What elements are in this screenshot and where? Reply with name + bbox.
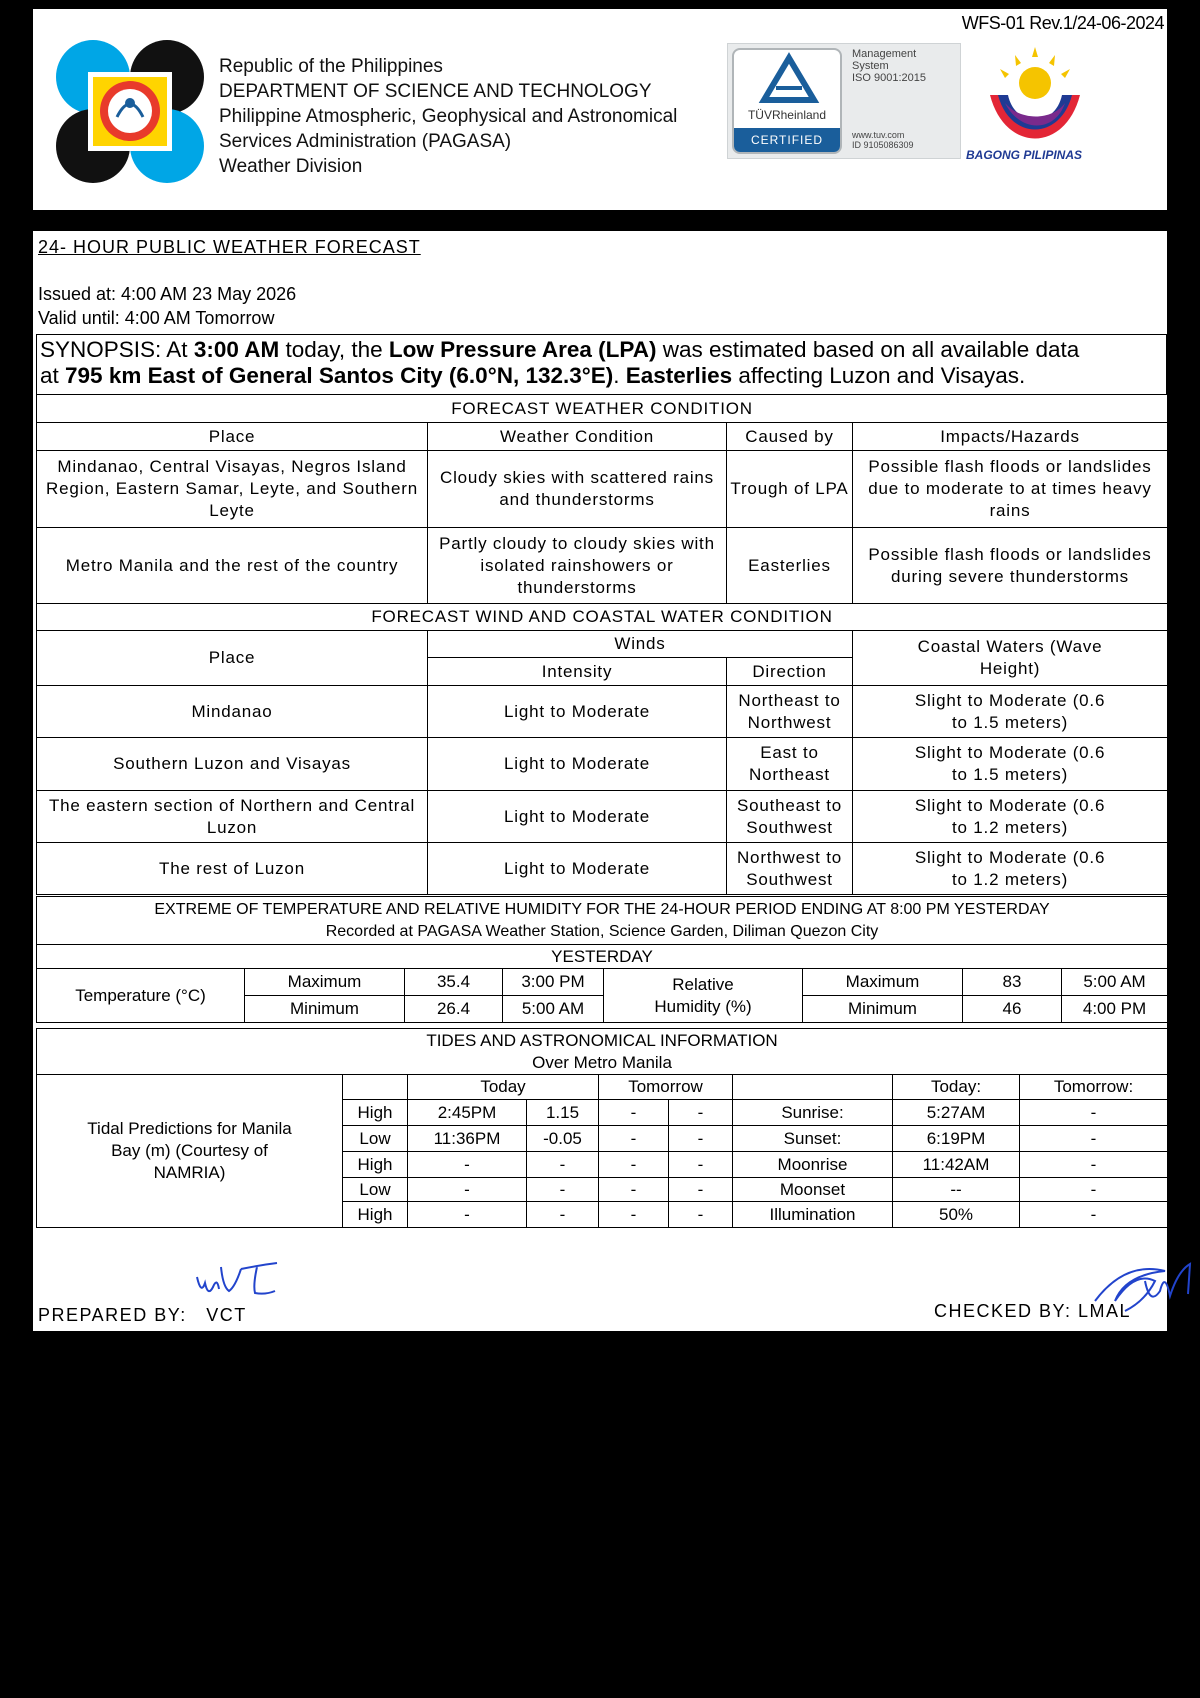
- header-direction: Direction: [727, 658, 853, 686]
- synopsis-line-2: [40, 363, 1163, 389]
- forecast-title: 24- HOUR PUBLIC WEATHER FORECAST: [38, 237, 421, 257]
- cause-cell: Trough of LPA: [727, 451, 853, 528]
- issued-at: Issued at: 4:00 AM 23 May 2026: [38, 284, 297, 304]
- tuv-side-line: System: [852, 60, 889, 72]
- rh-min-label: Minimum: [803, 996, 963, 1023]
- place-cell: Southern Luzon and Visayas: [37, 738, 428, 791]
- wind-table-title: FORECAST WIND AND COASTAL WATER CONDITION: [37, 604, 1168, 631]
- table-row: [37, 686, 1168, 738]
- tuv-certification-badge: [727, 43, 961, 159]
- agency-line-division: Weather Division: [219, 156, 363, 177]
- synopsis-text: today, the: [279, 337, 389, 362]
- astro-tomorrow: -: [1020, 1126, 1168, 1152]
- bagong-pilipinas-text: BAGONG PILIPINAS: [966, 148, 1083, 162]
- tide-tomorrow-value: -: [669, 1126, 733, 1152]
- tide-today-header: Today: [408, 1075, 599, 1100]
- tide-tomorrow-value: -: [669, 1100, 733, 1126]
- tuv-name: TÜVRheinland: [747, 108, 827, 122]
- synopsis-bold: Low Pressure Area (LPA): [388, 337, 657, 362]
- temp-min-time: 5:00 AM: [503, 996, 604, 1023]
- tuv-web-text: [852, 130, 914, 150]
- coastal-cell: Slight to Moderate (0.6 to 1.2 meters): [853, 843, 1168, 895]
- condition-cell: Cloudy skies with scattered rains and thunderstorms: [428, 451, 727, 528]
- tide-today-value: 1.15: [527, 1100, 599, 1126]
- agency-line-pagasa-1: Philippine Atmospheric, Geophysical and Astronomical: [219, 106, 678, 127]
- tide-today-time: 2:45PM: [408, 1100, 527, 1126]
- temp-max-label: Maximum: [245, 969, 405, 996]
- weather-table-title: FORECAST WEATHER CONDITION: [37, 395, 1168, 423]
- tide-today-time: -: [408, 1152, 527, 1178]
- period-label: YESTERDAY: [37, 945, 1168, 969]
- astro-today: 50%: [893, 1202, 1020, 1228]
- astro-label-header: [733, 1075, 893, 1100]
- astro-tomorrow: -: [1020, 1100, 1168, 1126]
- astro-today: 5:27AM: [893, 1100, 1020, 1126]
- agency-text: [219, 54, 677, 179]
- astro-today: 11:42AM: [893, 1152, 1020, 1178]
- condition-cell: Partly cloudy to cloudy skies with isolated rainshowers or thunderstorms: [428, 528, 727, 604]
- tuv-id: ID 9105086309: [852, 140, 914, 150]
- tide-tomorrow-time: -: [599, 1178, 669, 1202]
- header-winds: Winds: [428, 631, 853, 658]
- extreme-subtitle: Recorded at PAGASA Weather Station, Science Garden, Diliman Quezon City: [325, 922, 879, 940]
- synopsis-line-1: [40, 337, 1163, 363]
- cause-cell: Easterlies: [727, 528, 853, 604]
- synopsis-text: .: [613, 363, 626, 388]
- astro-label: Sunset:: [733, 1126, 893, 1152]
- impact-cell: Possible flash floods or landslides during severe thunderstorms: [853, 528, 1168, 604]
- tide-today-time: 11:36PM: [408, 1126, 527, 1152]
- header-place: Place: [37, 631, 428, 686]
- humidity-label: Relative Humidity (%): [604, 969, 803, 1023]
- temperature-label: Temperature (°C): [37, 969, 245, 1023]
- tide-today-time: -: [408, 1202, 527, 1228]
- coastal-cell: Slight to Moderate (0.6 to 1.5 meters): [853, 738, 1168, 791]
- header-coastal-waters: Coastal Waters (Wave Height): [853, 631, 1168, 686]
- table-row: [37, 528, 1168, 604]
- rh-min-value: 46: [963, 996, 1062, 1023]
- tidal-predictions-label: Tidal Predictions for Manila Bay (m) (Courtesy of NAMRIA): [37, 1075, 343, 1228]
- impact-cell: Possible flash floods or landslides due to moderate to at times heavy rains: [853, 451, 1168, 528]
- rh-max-value: 83: [963, 969, 1062, 996]
- dost-logo: [55, 39, 205, 184]
- tide-tomorrow-value: -: [669, 1152, 733, 1178]
- temp-min-label: Minimum: [245, 996, 405, 1023]
- tide-today-value: -0.05: [527, 1126, 599, 1152]
- place-cell: Mindanao, Central Visayas, Negros Island Region, Eastern Samar, Leyte, and Southern Leyte: [37, 451, 428, 528]
- temp-min-value: 26.4: [405, 996, 503, 1023]
- direction-cell: Northwest to Southwest: [727, 843, 853, 895]
- synopsis-bold: 795 km East of General Santos City (6.0°N, 132.3°E): [65, 363, 614, 388]
- tides-subtitle: Over Metro Manila: [532, 1052, 672, 1072]
- synopsis: [36, 334, 1167, 395]
- place-cell: The eastern section of Northern and Central Luzon: [37, 791, 428, 843]
- tides-astronomical-table: [36, 1028, 1168, 1228]
- temp-max-time: 3:00 PM: [503, 969, 604, 996]
- astro-tomorrow: -: [1020, 1178, 1168, 1202]
- table-row: [37, 451, 1168, 528]
- astro-label: Sunrise:: [733, 1100, 893, 1126]
- prepared-signature: [191, 1259, 286, 1304]
- tide-today-value: -: [527, 1202, 599, 1228]
- synopsis-bold: 3:00 AM: [193, 337, 280, 362]
- tuv-system-text: [852, 48, 952, 84]
- rh-max-time: 5:00 AM: [1062, 969, 1168, 996]
- table-row: [37, 791, 1168, 843]
- astro-today: --: [893, 1178, 1020, 1202]
- rh-max-label: Maximum: [803, 969, 963, 996]
- header-weather-condition: Weather Condition: [428, 423, 727, 451]
- tuv-side-line: Management: [852, 48, 917, 60]
- intensity-cell: Light to Moderate: [428, 791, 727, 843]
- direction-cell: Southeast to Southwest: [727, 791, 853, 843]
- intensity-cell: Light to Moderate: [428, 686, 727, 738]
- tuv-triangle-icon: [734, 50, 842, 110]
- tuv-www: www.tuv.com: [852, 130, 905, 140]
- astro-today-header: Today:: [893, 1075, 1020, 1100]
- header-impacts: Impacts/Hazards: [853, 423, 1168, 451]
- tide-type: High: [343, 1202, 408, 1228]
- astro-tomorrow: -: [1020, 1202, 1168, 1228]
- place-cell: Mindanao: [37, 686, 428, 738]
- tide-today-value: -: [527, 1152, 599, 1178]
- tide-tomorrow-value: -: [669, 1202, 733, 1228]
- agency-line-dost: DEPARTMENT OF SCIENCE AND TECHNOLOGY: [219, 81, 652, 102]
- astro-tomorrow: -: [1020, 1152, 1168, 1178]
- synopsis-text: SYNOPSIS: At: [40, 337, 194, 362]
- intensity-cell: Light to Moderate: [428, 738, 727, 791]
- tide-type-header: [343, 1075, 408, 1100]
- extreme-title-text: EXTREME OF TEMPERATURE AND RELATIVE HUMIDITY FOR THE 24-HOUR PERIOD ENDING AT 8:00 PM YESTERDAY: [154, 900, 1050, 918]
- prepared-by: PREPARED BY: VCT: [38, 1305, 247, 1325]
- astro-label: Moonrise: [733, 1152, 893, 1178]
- synopsis-text: at: [40, 363, 66, 388]
- header-intensity: Intensity: [428, 658, 727, 686]
- coastal-cell: Slight to Moderate (0.6 to 1.2 meters): [853, 791, 1168, 843]
- coastal-cell: Slight to Moderate (0.6 to 1.5 meters): [853, 686, 1168, 738]
- rh-min-time: 4:00 PM: [1062, 996, 1168, 1023]
- agency-line-pagasa-2: Services Administration (PAGASA): [219, 131, 512, 152]
- tide-today-time: -: [408, 1178, 527, 1202]
- tide-tomorrow-value: -: [669, 1178, 733, 1202]
- valid-until: Valid until: 4:00 AM Tomorrow: [38, 308, 275, 328]
- extreme-title: [37, 897, 1168, 945]
- tuv-certified: CERTIFIED: [734, 128, 840, 152]
- tide-type: High: [343, 1100, 408, 1126]
- tides-title-text: TIDES AND ASTRONOMICAL INFORMATION: [426, 1030, 778, 1050]
- place-cell: The rest of Luzon: [37, 843, 428, 895]
- temp-max-value: 35.4: [405, 969, 503, 996]
- tide-tomorrow-time: -: [599, 1126, 669, 1152]
- forecast-document: [33, 231, 1167, 1331]
- agency-line-republic: Republic of the Philippines: [219, 56, 443, 77]
- forecast-weather-table: [36, 394, 1168, 604]
- table-row: [37, 738, 1168, 791]
- tide-type: Low: [343, 1126, 408, 1152]
- astro-tomorrow-header: Tomorrow:: [1020, 1075, 1168, 1100]
- synopsis-bold: Easterlies: [625, 363, 733, 388]
- tide-tomorrow-time: -: [599, 1202, 669, 1228]
- tide-tomorrow-header: Tomorrow: [599, 1075, 733, 1100]
- table-row: [37, 843, 1168, 895]
- place-cell: Metro Manila and the rest of the country: [37, 528, 428, 604]
- tide-type: High: [343, 1152, 408, 1178]
- astro-today: 6:19PM: [893, 1126, 1020, 1152]
- direction-cell: East to Northeast: [727, 738, 853, 791]
- tide-tomorrow-time: -: [599, 1152, 669, 1178]
- astro-label: Illumination: [733, 1202, 893, 1228]
- tide-tomorrow-time: -: [599, 1100, 669, 1126]
- header: [33, 9, 1167, 210]
- header-place: Place: [37, 423, 428, 451]
- tide-type: Low: [343, 1178, 408, 1202]
- synopsis-text: affecting Luzon and Visayas.: [732, 363, 1026, 388]
- form-code: WFS-01 Rev.1/24-06-2024: [961, 13, 1164, 33]
- header-caused-by: Caused by: [727, 423, 853, 451]
- forecast-wind-table: [36, 603, 1168, 895]
- tide-today-value: -: [527, 1178, 599, 1202]
- astro-label: Moonset: [733, 1178, 893, 1202]
- direction-cell: Northeast to Northwest: [727, 686, 853, 738]
- synopsis-text: was estimated based on all available data: [656, 337, 1080, 362]
- intensity-cell: Light to Moderate: [428, 843, 727, 895]
- tides-title: [37, 1029, 1168, 1075]
- tuv-logo: [732, 48, 842, 154]
- tuv-side-line: ISO 9001:2015: [852, 72, 927, 84]
- extreme-temperature-table: [36, 896, 1168, 1023]
- checked-by: CHECKED BY: LMAL: [934, 1301, 1132, 1321]
